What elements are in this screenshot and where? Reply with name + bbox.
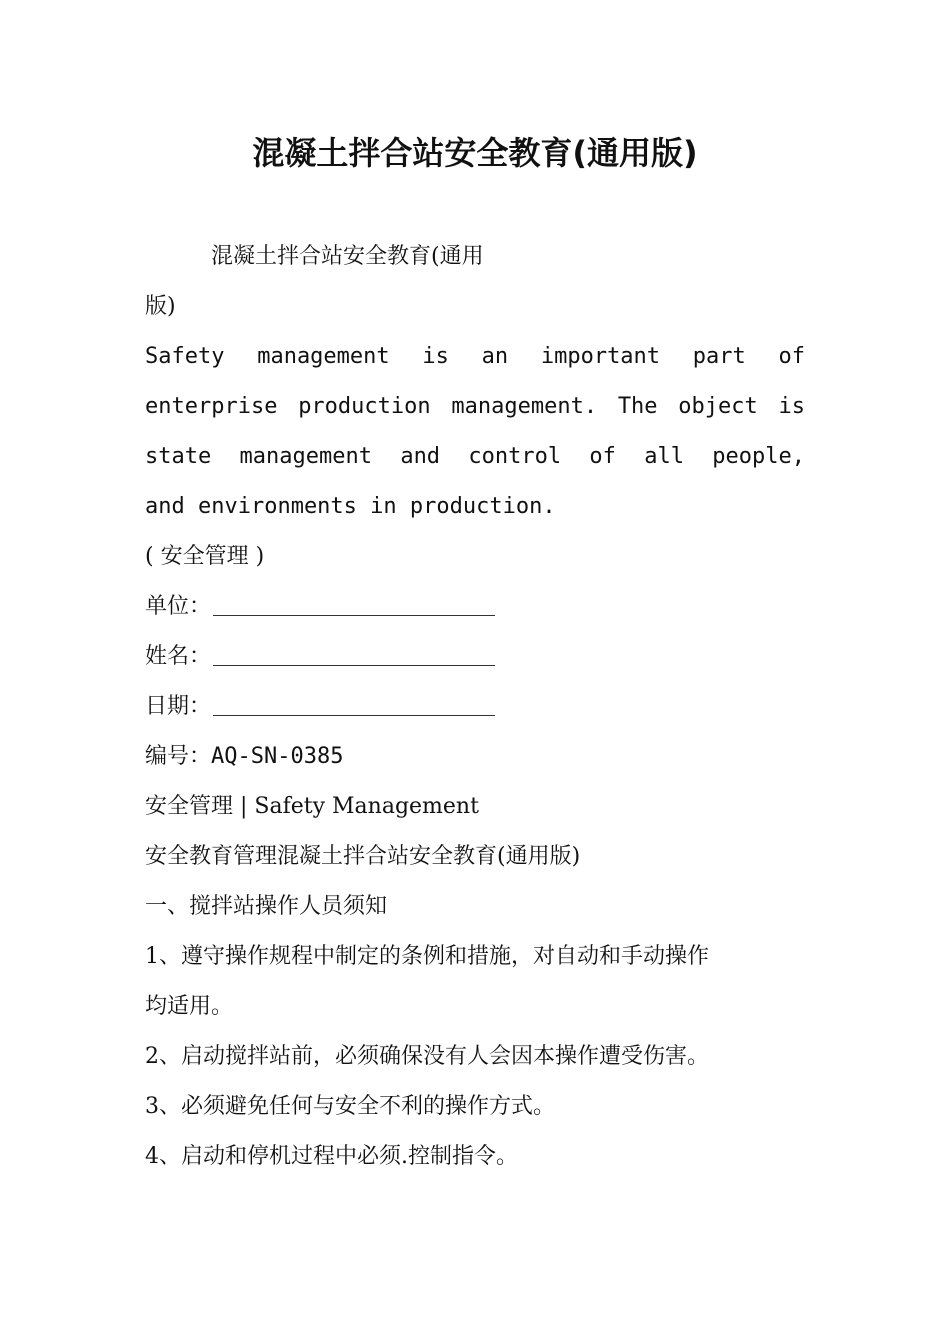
number-label: 编号： bbox=[145, 744, 212, 769]
subtitle-line-2: 版) bbox=[145, 294, 176, 319]
date-label: 日期： bbox=[145, 694, 212, 719]
name-label: 姓名： bbox=[145, 644, 212, 669]
unit-blank-line[interactable] bbox=[213, 585, 495, 616]
category-line: 安全管理 | Safety Management bbox=[145, 794, 479, 819]
number-value: AQ-SN-0385 bbox=[211, 744, 344, 769]
date-field-row bbox=[145, 682, 805, 732]
document-body bbox=[145, 232, 805, 1182]
subtitle-line-1: 混凝土拌合站安全教育(通用 bbox=[211, 244, 484, 269]
unit-field-row bbox=[145, 582, 805, 632]
section-title: 一、搅拌站操作人员须知 bbox=[145, 894, 388, 919]
category-note: ( 安全管理 ) bbox=[145, 544, 265, 569]
english-line-2: enterprise production management. The object is bbox=[145, 394, 805, 419]
name-blank-line[interactable] bbox=[213, 635, 495, 666]
date-blank-line[interactable] bbox=[213, 685, 495, 716]
item-4: 4、启动和停机过程中必须.控制指令。 bbox=[145, 1144, 518, 1169]
name-field-row bbox=[145, 632, 805, 682]
english-line-1: Safety management is an important part of bbox=[145, 344, 805, 369]
item-1-line-2: 均适用。 bbox=[145, 994, 234, 1019]
english-line-4: and environments in production. bbox=[145, 494, 556, 519]
item-1-line-1: 1、遵守操作规程中制定的条例和措施，对自动和手动操作 bbox=[145, 944, 709, 969]
item-2: 2、启动搅拌站前，必须确保没有人会因本操作遭受伤害。 bbox=[145, 1044, 709, 1069]
unit-label: 单位： bbox=[145, 594, 212, 619]
document-title: 混凝土拌合站安全教育(通用版) bbox=[252, 134, 698, 172]
number-row bbox=[145, 732, 805, 782]
item-3: 3、必须避免任何与安全不利的操作方式。 bbox=[145, 1094, 555, 1119]
english-line-3: state management and control of all people, bbox=[145, 444, 805, 469]
full-heading: 安全教育管理混凝土拌合站安全教育(通用版) bbox=[145, 844, 581, 869]
